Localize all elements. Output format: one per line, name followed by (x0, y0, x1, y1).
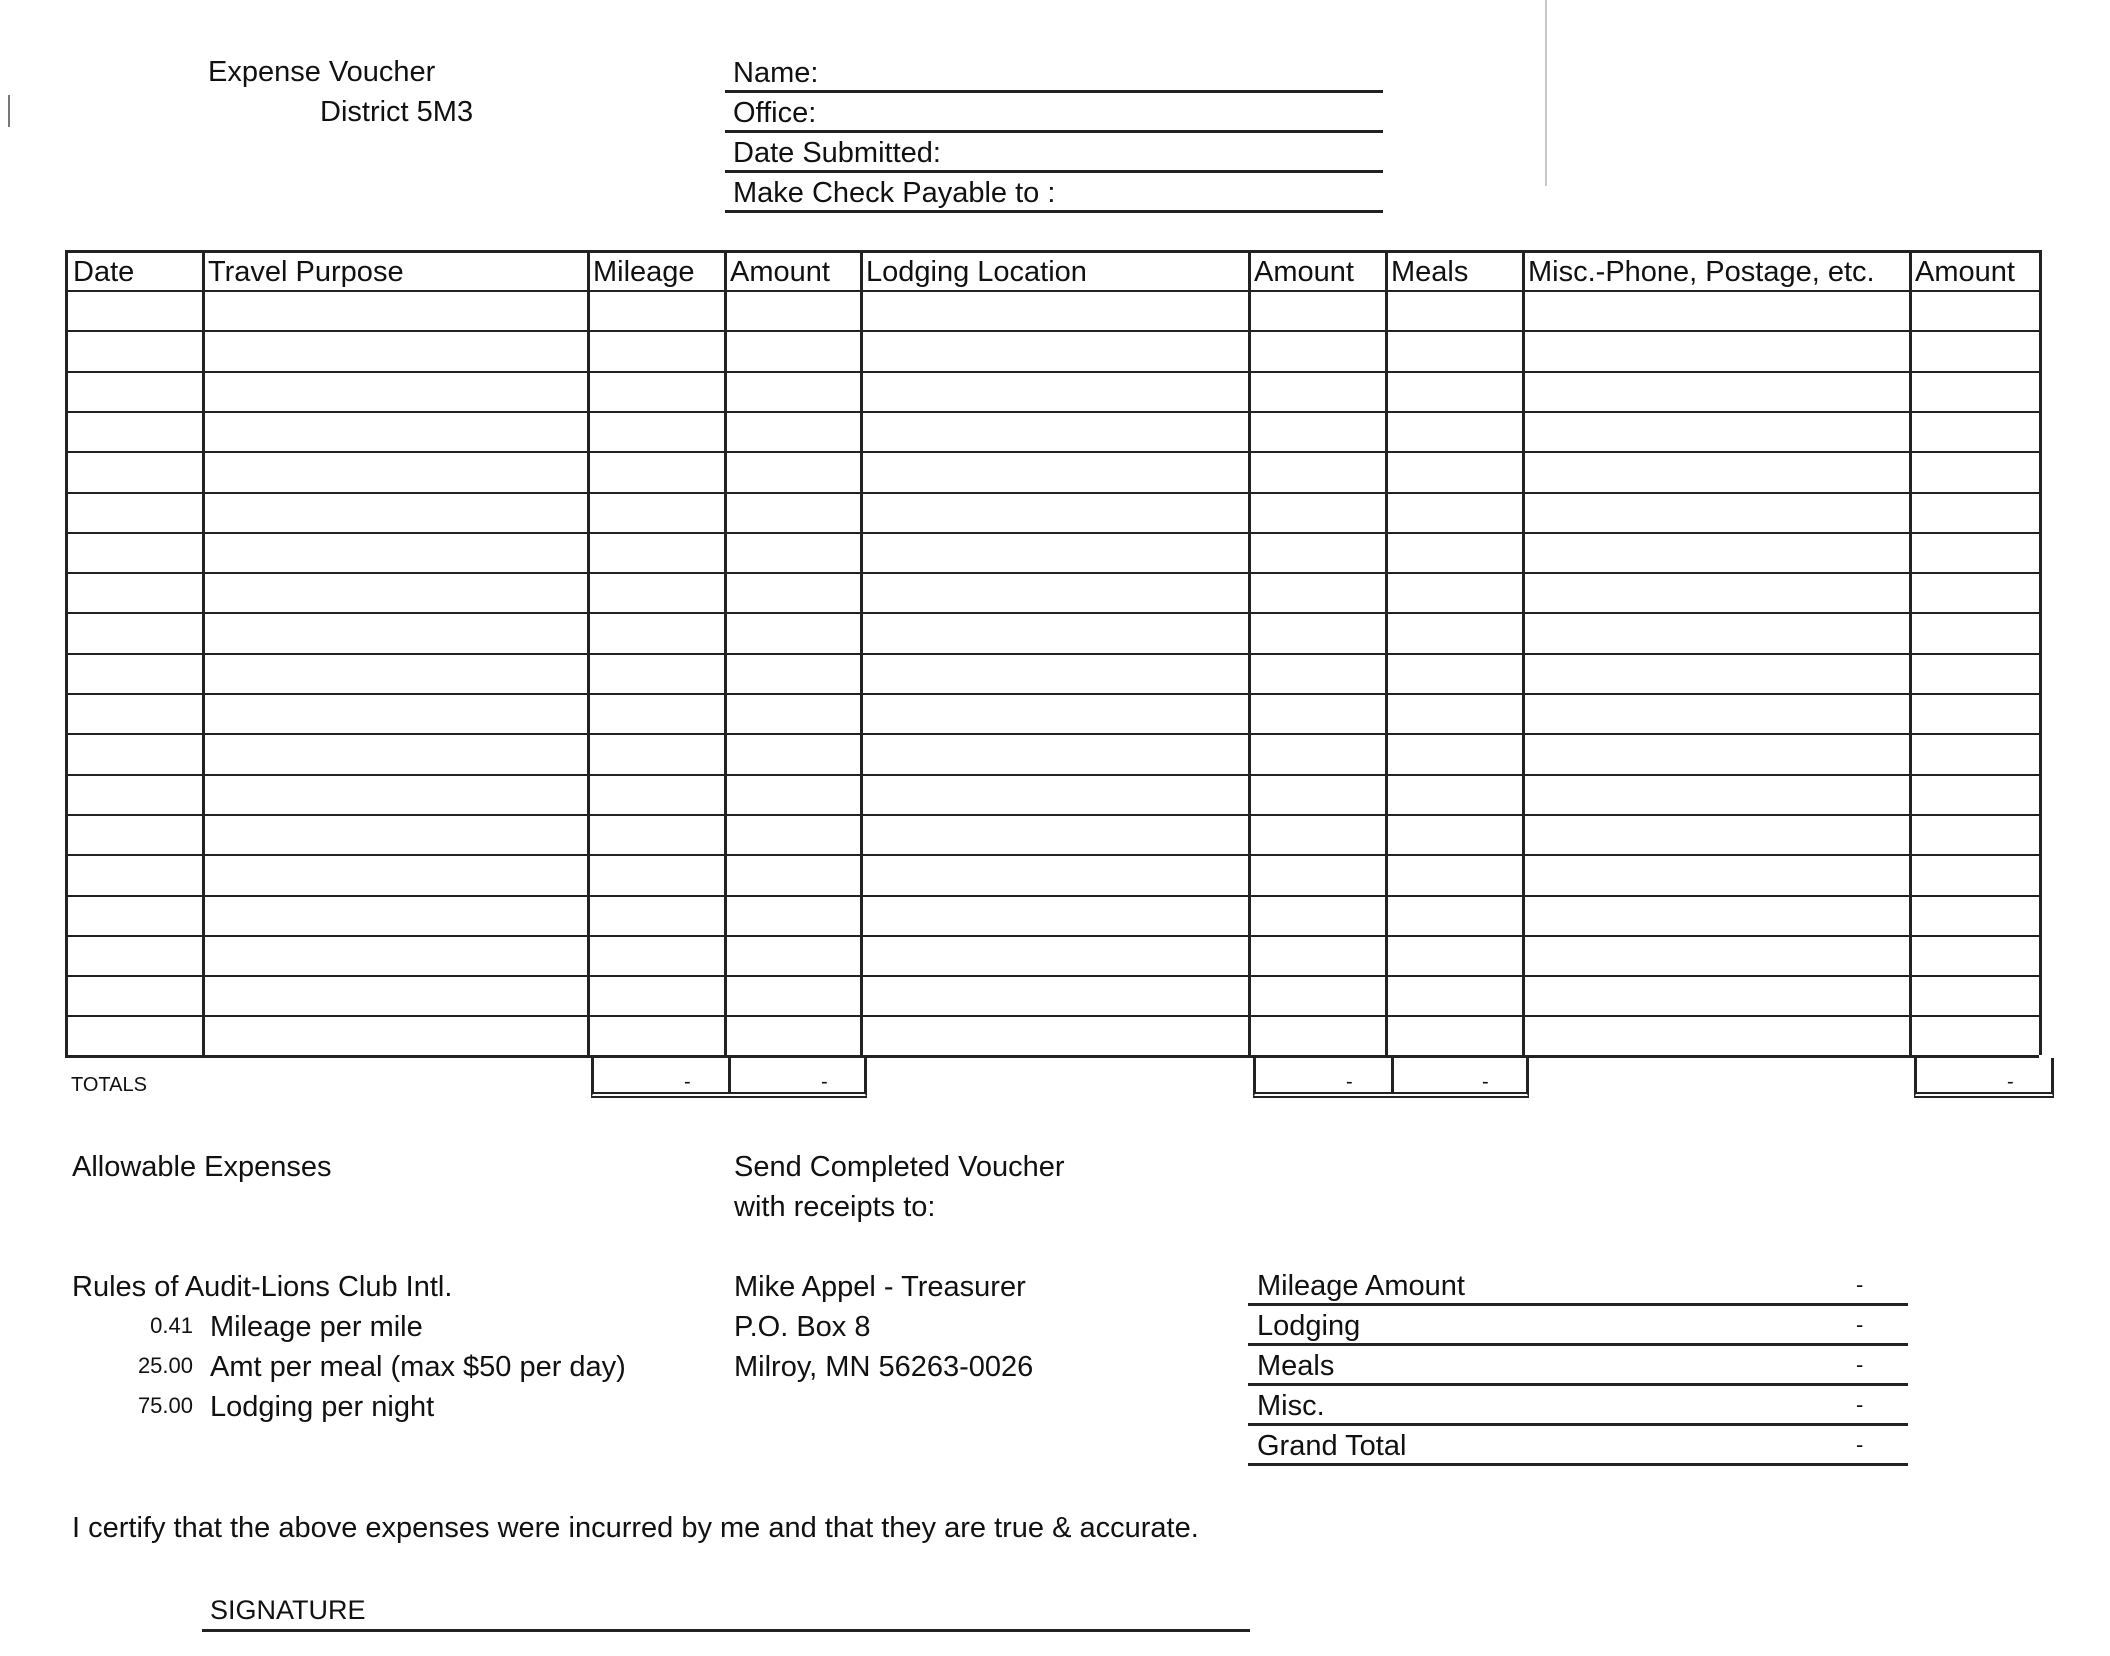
cell-lodging-amount[interactable] (1248, 693, 1385, 733)
cell-travel-purpose[interactable] (202, 532, 587, 572)
cell-date[interactable] (65, 451, 202, 491)
signature-field[interactable] (202, 1629, 1250, 1632)
rate-label: Lodging per night (210, 1391, 435, 1423)
cell-meals[interactable] (1385, 330, 1522, 370)
cell-lodging-amount[interactable] (1248, 814, 1385, 854)
col-header-travel-purpose: Travel Purpose (208, 256, 404, 288)
col-header-meals: Meals (1391, 256, 1469, 288)
row-divider (65, 532, 2039, 534)
cell-travel-purpose[interactable] (202, 451, 587, 491)
send-to-line1: Send Completed Voucher (734, 1151, 1065, 1183)
cell-mileage-amount[interactable] (724, 774, 860, 814)
district-label: District 5M3 (320, 96, 474, 128)
cell-mileage[interactable] (587, 290, 724, 330)
column-divider (587, 250, 590, 1055)
name-label: Name: (733, 57, 819, 89)
rate-label: Mileage per mile (210, 1311, 423, 1343)
summary-value: - (1856, 1272, 1864, 1297)
cell-misc[interactable] (1522, 975, 1909, 1015)
cell-meals[interactable] (1385, 532, 1522, 572)
cell-travel-purpose[interactable] (202, 774, 587, 814)
row-divider (65, 814, 2039, 816)
column-divider (2039, 250, 2042, 1055)
cell-misc-amount[interactable] (1909, 814, 2039, 854)
summary-label: Meals (1257, 1350, 1335, 1382)
cell-mileage-amount[interactable] (724, 492, 860, 532)
cell-date[interactable] (65, 814, 202, 854)
cell-mileage[interactable] (587, 814, 724, 854)
cell-travel-purpose[interactable] (202, 371, 587, 411)
allowable-heading: Allowable Expenses (72, 1151, 332, 1183)
cell-misc[interactable] (1522, 935, 1909, 975)
column-divider (65, 250, 68, 1055)
row-divider (65, 492, 2039, 494)
col-header-lodging-amount: Amount (1254, 256, 1354, 288)
summary-line (1248, 1463, 1908, 1466)
cell-travel-purpose[interactable] (202, 612, 587, 652)
cell-meals[interactable] (1385, 572, 1522, 612)
cell-date[interactable] (65, 290, 202, 330)
column-divider (1522, 250, 1525, 1055)
cell-lodging-amount[interactable] (1248, 895, 1385, 935)
cell-date[interactable] (65, 532, 202, 572)
cell-lodging-amount[interactable] (1248, 612, 1385, 652)
cell-lodging-location[interactable] (860, 290, 1248, 330)
cell-mileage[interactable] (587, 1015, 724, 1055)
cell-lodging-amount[interactable] (1248, 653, 1385, 693)
col-header-lodging-location: Lodging Location (866, 256, 1087, 288)
payable-to-field[interactable] (725, 210, 1383, 213)
cell-misc-amount[interactable] (1909, 371, 2039, 411)
cell-lodging-location[interactable] (860, 330, 1248, 370)
cell-misc[interactable] (1522, 492, 1909, 532)
cell-meals[interactable] (1385, 1015, 1522, 1055)
cell-lodging-location[interactable] (860, 895, 1248, 935)
cell-misc-amount[interactable] (1909, 451, 2039, 491)
cell-mileage-amount[interactable] (724, 733, 860, 773)
cell-travel-purpose[interactable] (202, 895, 587, 935)
office-field[interactable] (725, 130, 1383, 133)
cell-meals[interactable] (1385, 693, 1522, 733)
payable-to-label: Make Check Payable to : (733, 177, 1056, 209)
cell-mileage[interactable] (587, 733, 724, 773)
cell-misc[interactable] (1522, 895, 1909, 935)
cell-date[interactable] (65, 330, 202, 370)
column-divider (1385, 250, 1388, 1055)
scan-mark (1545, 0, 1547, 186)
cell-travel-purpose[interactable] (202, 492, 587, 532)
rules-heading: Rules of Audit-Lions Club Intl. (72, 1271, 453, 1303)
cell-travel-purpose[interactable] (202, 733, 587, 773)
total-lodging-amount-value: - (1346, 1071, 1353, 1093)
row-divider (65, 1015, 2039, 1017)
cell-travel-purpose[interactable] (202, 290, 587, 330)
cell-meals[interactable] (1385, 411, 1522, 451)
summary-line (1248, 1423, 1908, 1426)
cell-lodging-location[interactable] (860, 774, 1248, 814)
column-divider (860, 250, 863, 1055)
cell-mileage[interactable] (587, 330, 724, 370)
expense-table (65, 250, 2039, 1058)
cell-mileage-amount[interactable] (724, 935, 860, 975)
cell-travel-purpose[interactable] (202, 935, 587, 975)
cell-misc-amount[interactable] (1909, 653, 2039, 693)
table-bottom-border (65, 1055, 2039, 1058)
row-divider (65, 371, 2039, 373)
cell-date[interactable] (65, 975, 202, 1015)
cell-misc-amount[interactable] (1909, 290, 2039, 330)
totals-label: TOTALS (71, 1074, 147, 1096)
cell-lodging-location[interactable] (860, 532, 1248, 572)
cell-date[interactable] (65, 895, 202, 935)
cell-misc[interactable] (1522, 371, 1909, 411)
cell-misc-amount[interactable] (1909, 572, 2039, 612)
row-divider (65, 854, 2039, 856)
cell-travel-purpose[interactable] (202, 411, 587, 451)
cell-lodging-location[interactable] (860, 411, 1248, 451)
voucher-title: Expense Voucher (208, 56, 436, 88)
cell-mileage-amount[interactable] (724, 653, 860, 693)
scan-mark (8, 95, 10, 127)
cell-travel-purpose[interactable] (202, 653, 587, 693)
cell-misc-amount[interactable] (1909, 532, 2039, 572)
cell-date[interactable] (65, 693, 202, 733)
summary-line (1248, 1343, 1908, 1346)
cell-travel-purpose[interactable] (202, 693, 587, 733)
cell-lodging-location[interactable] (860, 733, 1248, 773)
cell-mileage-amount[interactable] (724, 895, 860, 935)
cell-lodging-amount[interactable] (1248, 975, 1385, 1015)
cell-lodging-location[interactable] (860, 371, 1248, 411)
cell-lodging-location[interactable] (860, 1015, 1248, 1055)
summary-line (1248, 1303, 1908, 1306)
address-line1: P.O. Box 8 (734, 1311, 871, 1343)
rate-label: Amt per meal (max $50 per day) (210, 1351, 626, 1383)
cell-lodging-amount[interactable] (1248, 411, 1385, 451)
cell-date[interactable] (65, 854, 202, 894)
send-to-line2: with receipts to: (734, 1191, 936, 1223)
cell-misc[interactable] (1522, 854, 1909, 894)
cell-mileage[interactable] (587, 895, 724, 935)
cell-misc-amount[interactable] (1909, 975, 2039, 1015)
cell-misc-amount[interactable] (1909, 895, 2039, 935)
row-divider (65, 411, 2039, 413)
cell-lodging-location[interactable] (860, 935, 1248, 975)
cell-misc[interactable] (1522, 653, 1909, 693)
col-header-mileage: Mileage (593, 256, 695, 288)
cell-misc[interactable] (1522, 612, 1909, 652)
cell-misc-amount[interactable] (1909, 693, 2039, 733)
cell-mileage-amount[interactable] (724, 371, 860, 411)
cell-misc-amount[interactable] (1909, 612, 2039, 652)
cell-misc[interactable] (1522, 733, 1909, 773)
col-header-date: Date (73, 256, 135, 288)
cell-meals[interactable] (1385, 935, 1522, 975)
cell-mileage-amount[interactable] (724, 572, 860, 612)
totals-divider (728, 1058, 731, 1094)
cell-misc-amount[interactable] (1909, 854, 2039, 894)
cell-misc-amount[interactable] (1909, 492, 2039, 532)
cell-misc[interactable] (1522, 693, 1909, 733)
column-divider (1248, 250, 1251, 1055)
grand-total-label: Grand Total (1257, 1430, 1407, 1462)
cell-misc[interactable] (1522, 1015, 1909, 1055)
cell-mileage-amount[interactable] (724, 330, 860, 370)
total-mileage-value: - (684, 1071, 691, 1093)
cell-meals[interactable] (1385, 290, 1522, 330)
cell-misc-amount[interactable] (1909, 935, 2039, 975)
cell-lodging-amount[interactable] (1248, 290, 1385, 330)
cell-misc-amount[interactable] (1909, 774, 2039, 814)
cell-mileage-amount[interactable] (724, 814, 860, 854)
cell-mileage[interactable] (587, 411, 724, 451)
cell-lodging-location[interactable] (860, 814, 1248, 854)
col-header-misc-amount: Amount (1915, 256, 2015, 288)
cell-travel-purpose[interactable] (202, 854, 587, 894)
totals-lodging-meals-box (1253, 1058, 1529, 1098)
cell-misc-amount[interactable] (1909, 330, 2039, 370)
address-line2: Milroy, MN 56263-0026 (734, 1351, 1034, 1383)
cell-meals[interactable] (1385, 733, 1522, 773)
treasurer-name: Mike Appel - Treasurer (734, 1271, 1026, 1303)
cell-meals[interactable] (1385, 451, 1522, 491)
cell-date[interactable] (65, 371, 202, 411)
cell-lodging-location[interactable] (860, 492, 1248, 532)
cell-date[interactable] (65, 612, 202, 652)
col-header-misc: Misc.-Phone, Postage, etc. (1528, 256, 1875, 288)
cell-lodging-amount[interactable] (1248, 371, 1385, 411)
cell-mileage-amount[interactable] (724, 411, 860, 451)
cell-date[interactable] (65, 774, 202, 814)
cell-date[interactable] (65, 733, 202, 773)
cell-mileage[interactable] (587, 492, 724, 532)
cell-mileage[interactable] (587, 612, 724, 652)
row-divider (65, 451, 2039, 453)
row-divider (65, 733, 2039, 735)
row-divider (65, 975, 2039, 977)
cell-misc[interactable] (1522, 572, 1909, 612)
cell-lodging-amount[interactable] (1248, 572, 1385, 612)
cell-meals[interactable] (1385, 371, 1522, 411)
cell-mileage[interactable] (587, 572, 724, 612)
cell-lodging-amount[interactable] (1248, 854, 1385, 894)
cell-lodging-location[interactable] (860, 975, 1248, 1015)
cell-date[interactable] (65, 1015, 202, 1055)
cell-lodging-amount[interactable] (1248, 935, 1385, 975)
row-divider (65, 935, 2039, 937)
cell-mileage[interactable] (587, 693, 724, 733)
certification-text: I certify that the above expenses were incurred by me and that they are true & accurate. (72, 1512, 1199, 1544)
cell-meals[interactable] (1385, 774, 1522, 814)
cell-date[interactable] (65, 653, 202, 693)
name-field[interactable] (725, 90, 1383, 93)
cell-misc[interactable] (1522, 774, 1909, 814)
cell-misc[interactable] (1522, 330, 1909, 370)
col-header-mileage-amount: Amount (730, 256, 830, 288)
row-divider (65, 572, 2039, 574)
cell-mileage[interactable] (587, 532, 724, 572)
cell-travel-purpose[interactable] (202, 330, 587, 370)
cell-mileage-amount[interactable] (724, 854, 860, 894)
cell-mileage-amount[interactable] (724, 290, 860, 330)
cell-meals[interactable] (1385, 653, 1522, 693)
cell-misc-amount[interactable] (1909, 733, 2039, 773)
cell-date[interactable] (65, 411, 202, 451)
total-misc-amount-value: - (2007, 1071, 2014, 1093)
column-divider (202, 250, 205, 1055)
cell-lodging-amount[interactable] (1248, 1015, 1385, 1055)
table-top-border (65, 250, 2039, 253)
cell-misc-amount[interactable] (1909, 411, 2039, 451)
cell-date[interactable] (65, 492, 202, 532)
cell-meals[interactable] (1385, 612, 1522, 652)
column-divider (1909, 250, 1912, 1055)
cell-misc[interactable] (1522, 814, 1909, 854)
cell-meals[interactable] (1385, 975, 1522, 1015)
cell-lodging-amount[interactable] (1248, 733, 1385, 773)
cell-misc[interactable] (1522, 290, 1909, 330)
cell-date[interactable] (65, 572, 202, 612)
cell-mileage-amount[interactable] (724, 612, 860, 652)
office-label: Office: (733, 97, 817, 129)
summary-value: - (1856, 1392, 1864, 1417)
cell-mileage[interactable] (587, 451, 724, 491)
cell-mileage[interactable] (587, 854, 724, 894)
row-divider (65, 653, 2039, 655)
cell-misc[interactable] (1522, 532, 1909, 572)
summary-label: Mileage Amount (1257, 1270, 1465, 1302)
cell-lodging-location[interactable] (860, 693, 1248, 733)
summary-value: - (1856, 1352, 1864, 1377)
totals-divider (1391, 1058, 1394, 1094)
cell-misc[interactable] (1522, 451, 1909, 491)
cell-travel-purpose[interactable] (202, 572, 587, 612)
cell-lodging-amount[interactable] (1248, 532, 1385, 572)
total-mileage-amount-value: - (821, 1071, 828, 1093)
cell-mileage[interactable] (587, 975, 724, 1015)
cell-mileage-amount[interactable] (724, 975, 860, 1015)
cell-mileage-amount[interactable] (724, 1015, 860, 1055)
row-divider (65, 774, 2039, 776)
cell-lodging-location[interactable] (860, 572, 1248, 612)
cell-lodging-amount[interactable] (1248, 492, 1385, 532)
totals-mileage-box (591, 1058, 867, 1098)
grand-total-value: - (1856, 1432, 1864, 1457)
date-submitted-label: Date Submitted: (733, 137, 941, 169)
column-divider (724, 250, 727, 1055)
signature-label: SIGNATURE (210, 1595, 366, 1625)
cell-lodging-amount[interactable] (1248, 774, 1385, 814)
cell-lodging-location[interactable] (860, 612, 1248, 652)
date-submitted-field[interactable] (725, 170, 1383, 173)
cell-meals[interactable] (1385, 854, 1522, 894)
cell-mileage[interactable] (587, 371, 724, 411)
cell-lodging-location[interactable] (860, 451, 1248, 491)
cell-mileage-amount[interactable] (724, 532, 860, 572)
summary-line (1248, 1383, 1908, 1386)
rate-amount: 0.41 (150, 1313, 193, 1338)
cell-lodging-amount[interactable] (1248, 451, 1385, 491)
cell-mileage[interactable] (587, 935, 724, 975)
summary-label: Misc. (1257, 1390, 1325, 1422)
cell-travel-purpose[interactable] (202, 814, 587, 854)
cell-misc[interactable] (1522, 411, 1909, 451)
cell-mileage-amount[interactable] (724, 693, 860, 733)
cell-mileage[interactable] (587, 653, 724, 693)
summary-value: - (1856, 1312, 1864, 1337)
summary-label: Lodging (1257, 1310, 1361, 1342)
rate-amount: 25.00 (137, 1353, 193, 1378)
row-divider (65, 612, 2039, 614)
cell-lodging-location[interactable] (860, 854, 1248, 894)
total-meals-value: - (1482, 1071, 1489, 1093)
cell-travel-purpose[interactable] (202, 1015, 587, 1055)
row-divider (65, 290, 2039, 292)
row-divider (65, 693, 2039, 695)
cell-meals[interactable] (1385, 814, 1522, 854)
cell-lodging-location[interactable] (860, 653, 1248, 693)
cell-travel-purpose[interactable] (202, 975, 587, 1015)
cell-mileage-amount[interactable] (724, 451, 860, 491)
rate-amount: 75.00 (137, 1393, 193, 1418)
cell-misc-amount[interactable] (1909, 1015, 2039, 1055)
cell-date[interactable] (65, 935, 202, 975)
cell-meals[interactable] (1385, 895, 1522, 935)
cell-meals[interactable] (1385, 492, 1522, 532)
row-divider (65, 330, 2039, 332)
row-divider (65, 895, 2039, 897)
cell-lodging-amount[interactable] (1248, 330, 1385, 370)
totals-misc-box (1914, 1058, 2054, 1098)
cell-mileage[interactable] (587, 774, 724, 814)
